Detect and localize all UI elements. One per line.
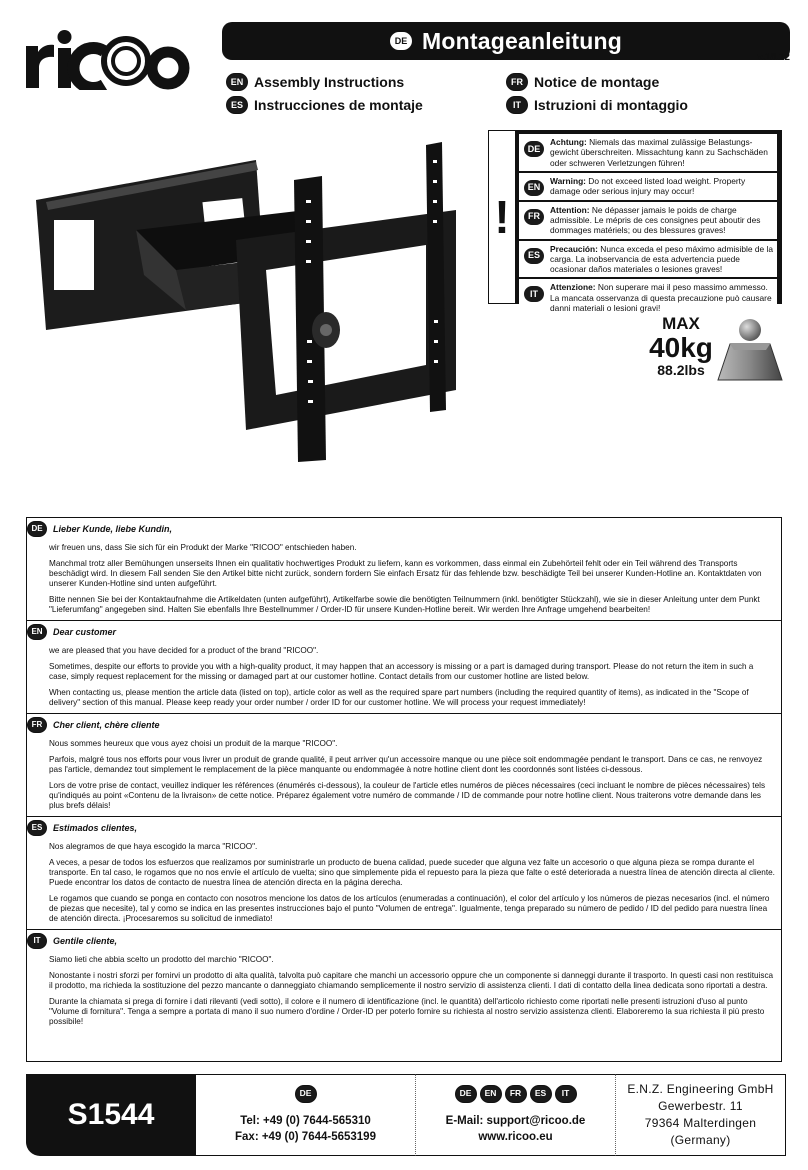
section-paragraph: Le rogamos que cuando se ponga en contacto con nosotros mencione los datos de los artículos (enumeradas a continuación), el color del artículo y los números de piezas necesarios (incl. el número de piezas que necesite), tal y como se indica en las presentes instrucciones bajo el punto "Volumen de entrega". Igualmente, tenga preparado su número de pedido / ID del pedido para nuestra línea de atención directa. ¡Procesaremos su solicitud de inmediato!: [49, 894, 770, 923]
warning-text: Do not exceed listed load weight. Property damage oder serious injury may occur!: [550, 175, 746, 196]
section-fr: [27, 714, 781, 817]
lang-badge-en: EN: [523, 179, 545, 197]
section-paragraph: Siamo lieti che abbia scelto un prodotto del marchio "RICOO".: [49, 955, 274, 964]
title-it-label: Istruzioni di montaggio: [534, 97, 688, 113]
model-number: S1544: [26, 1074, 196, 1156]
footer: [26, 1074, 786, 1156]
section-paragraph: When contacting us, please mention the article data (listed on top), article color as well as the required spare part numbers (including the required quantity of items), as indicated in the "Scope of delivery" section of this manual. Please keep ready your order number / order ID for our customer hotline. We will process your request immediately!: [49, 688, 749, 707]
warning-row-es: [519, 241, 777, 278]
title-es: [226, 96, 423, 114]
section-greeting: Dear customer: [53, 626, 117, 637]
address-line: E.N.Z. Engineering GmbH: [627, 1082, 774, 1097]
weight-icon: [714, 316, 786, 384]
warning-head: Precaución:: [550, 243, 598, 254]
section-paragraph: Manchmal trotz aller Bemühungen unserseits Ihnen ein qualitativ hochwertiges Produkt zu liefern, kann es vorkommen, dass einmal ein Zubehörteil fehlt oder ein Teil während des Transports beschädigt wird. In diesem Fall senden Sie den Artikel bitte nicht zurück, sondern fordern Sie einfach Ersatz für das fehlende bzw. beschädigte Teil bei unserer Kunden-Hotline an. Kontaktdaten von unserer Kunden-Hotline sind unten aufgeführt.: [49, 559, 762, 588]
version-label: v.18.12: [757, 52, 790, 63]
warning-exclamation-icon: !: [489, 131, 515, 303]
title-fr: [506, 73, 659, 91]
max-lbs: 88.2lbs: [657, 362, 705, 378]
title-en-label: Assembly Instructions: [254, 74, 405, 90]
section-greeting: Estimados clientes,: [53, 822, 138, 833]
warning-text: Niemals das maximal zulässige Belastungs-gewicht überschreiten. Missachtung kann zu Sachschäden oder schweren Verletzungen führen!: [550, 137, 768, 168]
section-es: [27, 817, 781, 930]
section-greeting: Lieber Kunde, liebe Kundin,: [53, 523, 173, 534]
section-paragraph: Durante la chiamata si prega di fornire i dati rilevanti (vedi sotto), il colore e il numero di identificazione (incl. le quantità) dell'articolo richiesto come riportati nelle presenti istruzioni d'uso al punto "Volume di fornitura". Tenga a sempre a portata di mano il suo numero d'ordine / Order-ID per poterlo fornire su richiesta al nostro servizio assistenza clienti. Elaboreremo la sua richiesta il più presto possibile!: [49, 997, 765, 1026]
footer-email[interactable]: E-Mail: support@ricoo.de: [445, 1114, 586, 1127]
customer-notice-box: [26, 517, 782, 1062]
footer-fax: Fax: +49 (0) 7644-5653199: [235, 1131, 376, 1143]
section-paragraph: Nonostante i nostri sforzi per fornirvi un prodotto di alta qualità, talvolta può capitare che manchi un accessorio oppure che un componente si danneggi durante il trasporto. In questi casi non restituisca il prodotto, ma richieda la sostituzione del pezzo mancante o danneggiato chiamando semplicemente il nostro servizio di assistenza clienti. I dati di contatto della linea dedicata sono riportati a destra.: [49, 971, 774, 990]
lang-badge-it: IT: [27, 933, 47, 949]
warning-head: Attention:: [550, 204, 590, 215]
lang-badge-de: DE: [390, 32, 412, 50]
section-paragraph: Parfois, malgré tous nos efforts pour vous livrer un produit de grande qualité, il peut arriver qu'un accessoire manque ou une pièce soit endommagée pendant le transport. Dans ce cas, ne renvoyez pas l'article, demandez tout simplement le remplacement de la pièce manquante ou endommagée à notre hotline client dont les coordonnés sont listées ci-dessous.: [49, 755, 763, 774]
section-greeting: Gentile cliente,: [53, 935, 118, 946]
warning-head: Achtung:: [550, 137, 587, 147]
warning-head: Warning:: [550, 175, 586, 186]
section-paragraph: Lors de votre prise de contact, veuillez indiquer les références (énumérés ci-dessous), la couleur de l'article etles numéros de pièces nécessaires (ceci incluant le nombre de pièces nécessaires) tels qu'indiqués au point «Contenu de la livraison» de cette notice. Préparez également votre numéro de commande / ID de commande pour notre hotline client. Nous traiterons votre demande dans les plus brefs délais!: [49, 781, 766, 810]
lang-badge-de: DE: [295, 1085, 317, 1103]
tv-wall-mount-illustration: [26, 140, 466, 470]
warning-row-it: [519, 279, 777, 316]
warning-text: Non superare mai il peso massimo ammesso. La mancata osservanza di questa precauzione può causare danni materiali o lesioni gravi!: [550, 282, 772, 313]
warning-text: Nunca exceda el peso máximo admisible de la carga. La inobservancia de esta advertencia puede ocasionar daños materiales o lesiones graves!: [550, 243, 773, 274]
title-fr-label: Notice de montage: [534, 74, 660, 90]
lang-badge-fr: FR: [506, 73, 528, 91]
warning-head: Attenzione:: [550, 282, 596, 293]
lang-badge-de: DE: [455, 1085, 477, 1103]
lang-badge-en: EN: [27, 624, 47, 640]
lang-badge-es: ES: [226, 96, 248, 114]
lang-badge-en: EN: [480, 1085, 502, 1103]
lang-badge-fr: FR: [27, 717, 47, 733]
max-kg: 40kg: [649, 332, 713, 363]
section-paragraph: Nos alegramos de que haya escogido la marca "RICOO".: [49, 842, 258, 851]
section-paragraph: Nous sommes heureux que vous ayez choisi un produit de la marque "RICOO".: [49, 739, 338, 748]
ricoo-logo: [22, 18, 192, 90]
address-line: 79364 Malterdingen: [644, 1116, 757, 1130]
title-bar: [222, 22, 790, 60]
lang-badge-es: ES: [523, 247, 545, 265]
footer-contact: [416, 1074, 616, 1156]
section-it: [27, 930, 781, 1032]
section-de: [27, 518, 781, 621]
title-en: [226, 73, 404, 91]
footer-address: [616, 1074, 786, 1156]
warning-row-en: [519, 173, 777, 200]
warning-row-fr: [519, 202, 777, 239]
warning-row-de: [519, 134, 777, 171]
page-title: Montageanleitung: [422, 27, 622, 54]
lang-badge-fr: FR: [523, 208, 545, 226]
section-paragraph: we are pleased that you have decided for a product of the brand "RICOO".: [49, 646, 319, 655]
section-paragraph: A veces, a pesar de todos los esfuerzos que realizamos por suministrarle un producto de buena calidad, puede suceder que alguna vez falte un accesorio o que alguna pieza se rompa durante el transporte. En tal caso, le rogamos que no nos envíe el artículo de vuelta; sino que simplemente pida el repuesto para la pieza que falte o esté deteriorada a nuestra línea de atención directa al cliente. Puede encontrar los datos de contacto de nuestra línea de atención directa en la página derecha.: [49, 858, 775, 887]
section-paragraph: Bitte nennen Sie bei der Kontaktaufnahme die Artikeldaten (unten aufgeführt), Artikelfarbe sowie die benötigten Teilnummern (inkl. benötigter Stückzahl), wie sie in dieser Anleitung unter dem Punkt "Lieferumfang" angegeben sind. Halten Sie ebenfalls Ihre Bestellnummer / Order-ID für unsere Kunden-Hotline bereit. Wir werden Ihre Anfrage umgehend bearbeiten!: [49, 595, 760, 614]
lang-badge-it: IT: [555, 1085, 577, 1103]
warning-text: Ne dépasser jamais le poids de charge admissible. Le mépris de ces consignes peut aboutir des dommages matériels; ou des blessures graves!: [550, 204, 761, 236]
max-load: [636, 314, 726, 378]
lang-badge-es: ES: [530, 1085, 552, 1103]
address-line: (Germany): [670, 1132, 731, 1147]
section-paragraph: Sometimes, despite our efforts to provide you with a high-quality product, it may happen that an accessory is missing or a part is damaged during transport. Please do not return the item in such a case, simply request replacement for the missing or damaged part at our customer hotline. Contact details from our customer hotline are listed below.: [49, 662, 754, 681]
footer-tel[interactable]: Tel: +49 (0) 7644-565310: [240, 1114, 371, 1127]
section-paragraph: wir freuen uns, dass Sie sich für ein Produkt der Marke "RICOO" entschieden haben.: [49, 543, 357, 552]
max-label: MAX: [662, 314, 700, 333]
title-es-label: Instrucciones de montaje: [254, 97, 423, 113]
footer-phone: [196, 1074, 416, 1156]
address-line: Gewerbestr. 11: [658, 1099, 743, 1114]
section-en: [27, 621, 781, 714]
footer-web[interactable]: www.ricoo.eu: [478, 1131, 553, 1143]
lang-badge-fr: FR: [505, 1085, 527, 1103]
lang-badge-de: DE: [27, 521, 47, 537]
warning-rows: [515, 131, 781, 313]
lang-badge-it: IT: [523, 285, 545, 303]
warning-box: [488, 130, 782, 313]
lang-badge-it: IT: [506, 96, 528, 114]
title-it: [506, 96, 688, 114]
lang-badge-de: DE: [523, 140, 545, 158]
lang-badge-en: EN: [226, 73, 248, 91]
section-greeting: Cher client, chère cliente: [53, 719, 160, 730]
lang-badge-es: ES: [27, 820, 47, 836]
